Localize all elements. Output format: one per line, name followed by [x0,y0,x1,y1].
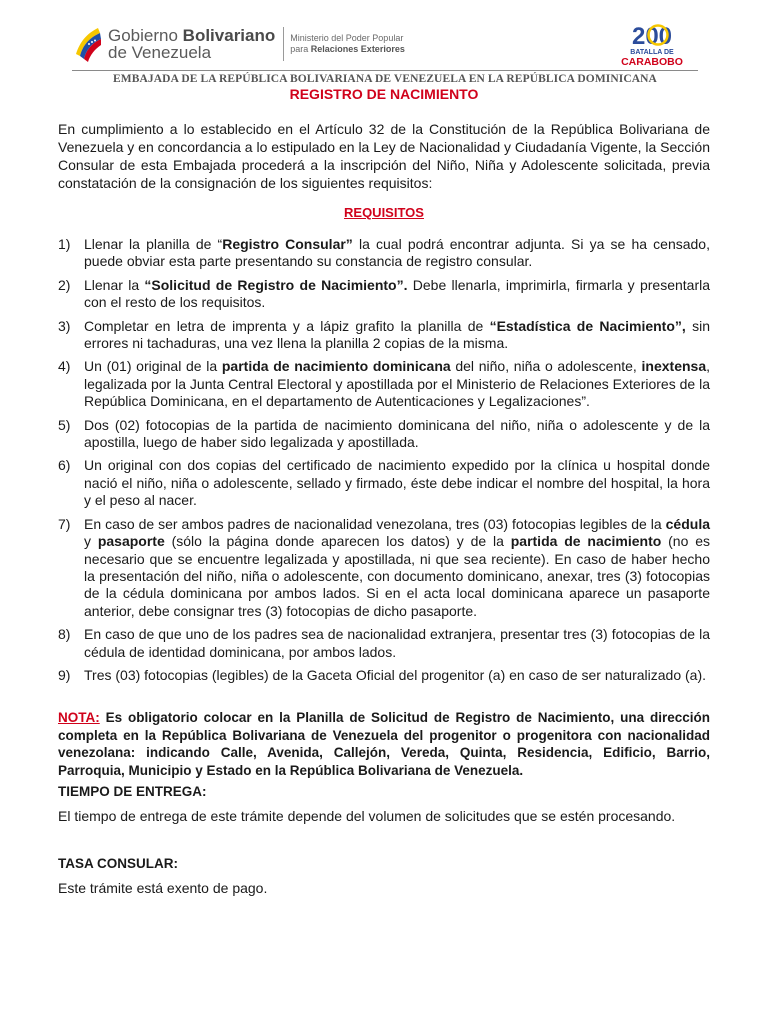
requirement-number: 3) [58,317,71,334]
requirement-number: 8) [58,626,71,643]
requirement-text [84,318,710,353]
requirement-text [84,277,710,312]
requirement-number: 6) [58,457,71,474]
intro-paragraph: En cumplimiento a lo establecido en el Artículo 32 de la Constitución de la República Bolivariana de Venezuela y en concordancia a lo estipulado en la Ley de Nacionalidad y Ciudadanía Vigente, la Sección Consular de esta Embajada procederá a la inscripción del Niño, Niña y Adolescente solicitada, previa constatación de la consignación de los siguientes requisitos: [58,121,710,191]
embassy-name: EMBAJADA DE LA REPÚBLICA BOLIVARIANA DE VENEZUELA EN LA REPÚBLICA DOMINICANA [72,70,698,85]
fee-heading: TASA CONSULAR: [58,856,178,871]
requirement-number: 7) [58,515,71,532]
requirement-bold-text: partida de nacimiento [510,533,662,550]
requirement-bold-text: inextensa [641,358,707,375]
requirement-bold-text: Registro Consular” [222,236,353,252]
requirement-item [58,236,710,271]
requirements-title: REQUISITOS [344,205,424,220]
requirement-text [84,358,710,410]
carabobo-200-logo [614,22,690,74]
requirement-text-run: del niño, niña o adolescente, [450,358,642,375]
requirement-bold-text: partida de nacimiento dominicana [221,358,451,375]
requirement-text-run: Llenar la [84,276,145,293]
gov-name-bold: Bolivariano [182,26,276,45]
requirement-item [58,277,710,312]
delivery-text: El tiempo de entrega de este trámite depende del volumen de solicitudes que se estén procesando. [58,808,676,824]
note-paragraph [58,709,710,779]
requirement-text-run: Llenar la planilla de “ [84,236,223,252]
document-header [0,0,768,86]
requirement-text-run: Un (01) original de la [84,358,222,375]
requirement-text [84,236,710,271]
requirements-list [58,236,710,690]
requirement-item [58,626,710,661]
requirement-text-run: Tres (03) fotocopias (legibles) de la Gaceta Oficial del progenitor (a) en caso de ser naturalizado (a). [84,666,707,683]
requirement-bold-text: pasaporte [97,533,165,550]
requirement-item [58,516,710,620]
requirement-text [84,516,710,620]
requirement-item [58,457,710,509]
requirement-number: 2) [58,276,71,293]
requirement-text-run: (sólo la página donde aparecen los datos) y de la [164,533,511,550]
requirement-bold-text: cédula [665,515,710,532]
requirement-text-run: En caso de que uno de los padres sea de nacionalidad extranjera, presentar tres (3) fotocopias de la cédula de identidad dominicana, por ambos lados. [84,626,710,660]
ministry-line1: Ministerio del Poder Popular [290,33,404,43]
requirement-number: 4) [58,358,71,375]
requirement-item [58,667,710,684]
requirement-text-run: la cual podrá encontrar adjunta. Si ya se ha censado, puede obviar esta parte presentando su constancia de registro consular. [84,236,710,270]
requirement-text-run: Completar en letra de imprenta y a lápiz grafito la planilla de [84,317,490,334]
requirement-text [84,667,710,684]
gov-name-line2: de Venezuela [108,43,212,62]
requirement-text-run: Un original con dos copias del certificado de nacimiento expedido por la clínica u hospital donde nació el niño, niña o adolescente, sellado y firmado, éste debe indicar el nombre del hospital, la hora y el peso al nacer. [84,457,710,509]
requirement-text-run: (no es necesario que se encuentre legalizada y apostillada, ni que sea reciente). En caso de haber hecho la presentación del niño, niña o adolescente, con documento dominicano, anexar, tres (3) fotocopias de la cédula dominicana por ambos lados. Si en el acta local dominicana aparece un pasaporte anterior, debe consignar tres (3) fotocopias de dicho pasaporte. [84,533,710,619]
requirement-number: 1) [58,236,71,252]
requirement-bold-text: “Estadística de Nacimiento”, [489,317,686,334]
anniversary-line2: CARABOBO [621,56,683,68]
gov-name-prefix: Gobierno [108,26,183,45]
requirement-text [84,457,710,509]
requirement-text-run: , legalizada por la Junta Central Electoral y apostillada por el Ministerio de Relaciones Exteriores de la República Dominicana, en el departamento de Autenticaciones y Legalizaciones”. [84,358,710,410]
government-name [108,27,275,61]
delivery-heading: TIEMPO DE ENTREGA: [58,784,207,799]
note-label: NOTA: [58,710,100,725]
requirement-item [58,318,710,353]
note-text: Es obligatorio colocar en la Planilla de Solicitud de Registro de Nacimiento, una dirección completa en la República Bolivariana de Venezuela del progenitor o progenitora con nacionalidad venezolana: indicando Calle, Avenida, Callejón, Vereda, Quinta, Residencia, Edificio, Barrio, Parroquia, Municipio y Estado en la República Bolivariana de Venezuela. [58,710,710,778]
ministry-line2-bold: Relaciones Exteriores [310,44,405,54]
logo-divider [283,27,284,61]
anniversary-number: 200 [631,23,673,50]
venezuela-flag-icon [72,24,102,64]
requirement-text-run: En caso de ser ambos padres de nacionalidad venezolana, tres (03) fotocopias legibles de la [84,515,666,532]
requirement-item [58,358,710,410]
fee-text: Este trámite está exento de pago. [58,880,268,896]
ministry-name [290,33,405,55]
requirement-text-run: Dos (02) fotocopias de la partida de nacimiento dominicana del niño, niña o adolescente y de la apostilla, luego de haber sido legalizada y apostillada. [84,416,710,451]
requirement-bold-text: “Solicitud de Registro de Nacimiento”. [144,276,408,293]
document-title: REGISTRO DE NACIMIENTO [289,86,479,102]
requirement-text-run: y [84,533,98,550]
anniversary-line1: BATALLA DE [630,49,674,56]
government-logo [72,24,405,64]
requirement-number: 9) [58,666,71,683]
requirement-text-run: Debe llenarla, imprimirla, firmarla y presentarla con el resto de los requisitos. [84,276,711,311]
requirement-number: 5) [58,416,71,433]
ministry-line2-prefix: para [290,44,311,54]
requirement-text [84,626,710,661]
requirement-text [84,417,710,452]
requirement-text-run: sin errores ni tachaduras, una vez llena la planilla 2 copias de la misma. [84,317,710,352]
requirement-item [58,417,710,452]
